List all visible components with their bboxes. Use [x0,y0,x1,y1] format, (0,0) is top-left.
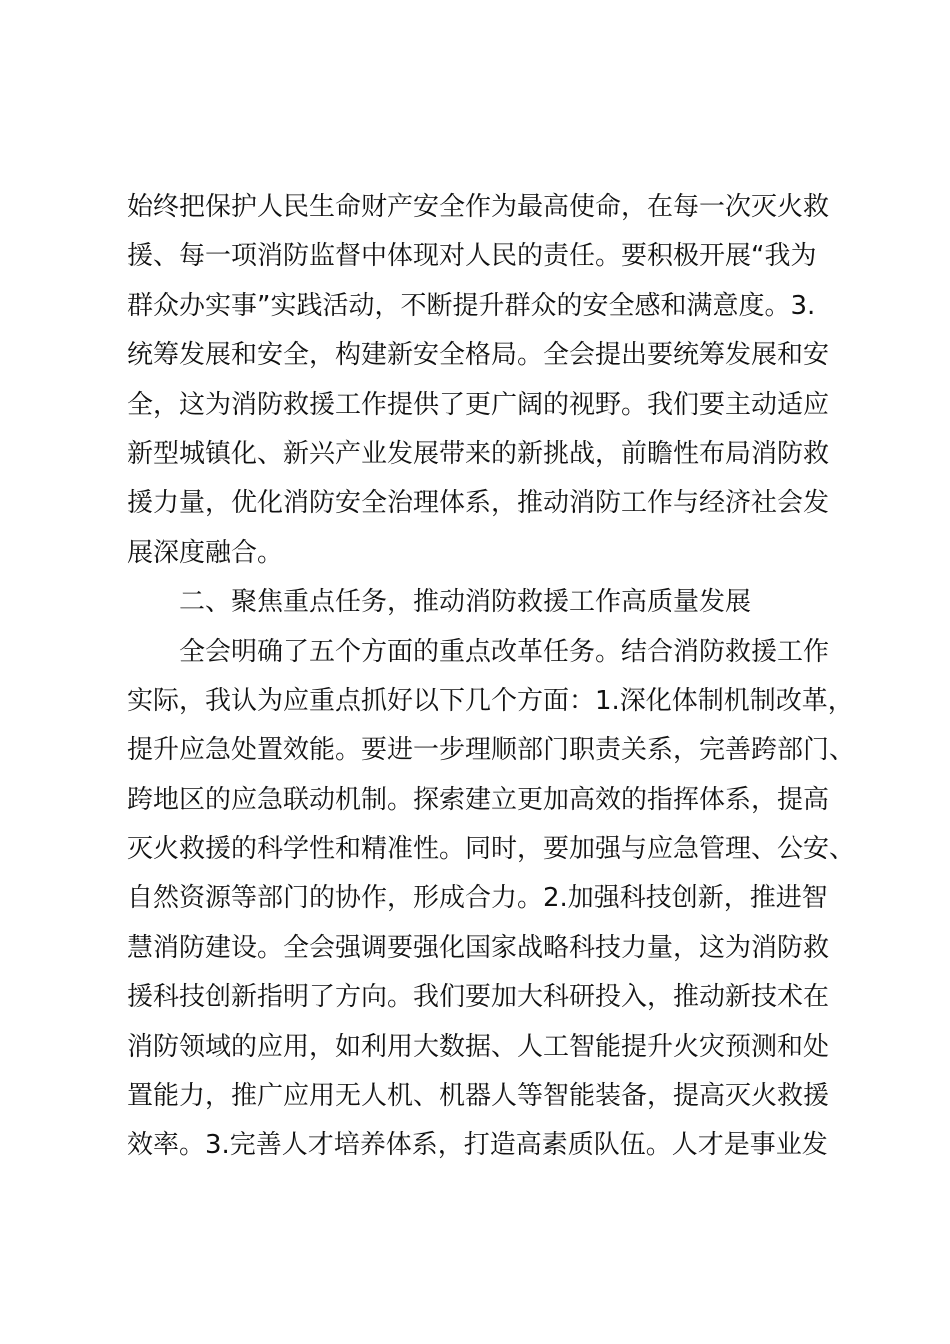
text-line: 慧消防建设。全会强调要强化国家战略科技力量，这为消防救 [127,932,830,963]
body-text [127,183,856,1171]
text-line: 展深度融合。 [127,537,284,568]
text-line: 援、每一项消防监督中体现对人民的责任。要积极开展“我为 [127,241,817,272]
text-line: 实际，我认为应重点抓好以下几个方面：1.深化体制机制改革， [127,685,854,716]
text-line: 全，这为消防救援工作提供了更广阔的视野。我们要主动适应 [127,389,830,420]
text-line: 新型城镇化、新兴产业发展带来的新挑战，前瞻性布局消防救 [127,438,830,469]
section-heading: 二、聚焦重点任务，推动消防救援工作高质量发展 [179,587,752,618]
text-line: 群众办实事”实践活动，不断提升群众的安全感和满意度。3. [127,290,816,321]
text-line: 援力量，优化消防安全治理体系，推动消防工作与经济社会发 [127,488,830,519]
text-line: 全会明确了五个方面的重点改革任务。结合消防救援工作 [179,636,830,667]
text-line: 效率。3.完善人才培养体系，打造高素质队伍。人才是事业发 [127,1130,828,1161]
text-line: 置能力，推广应用无人机、机器人等智能装备，提高灭火救援 [127,1081,830,1112]
text-line: 提升应急处置效能。要进一步理顺部门职责关系，完善跨部门、 [127,735,856,766]
text-line: 消防领域的应用，如利用大数据、人工智能提升火灾预测和处 [127,1031,830,1062]
text-line: 援科技创新指明了方向。我们要加大科研投入，推动新技术在 [127,982,830,1013]
text-line: 统筹发展和安全，构建新安全格局。全会提出要统筹发展和安 [127,340,830,371]
text-line: 灭火救援的科学性和精准性。同时，要加强与应急管理、公安、 [127,834,856,865]
text-line: 始终把保护人民生命财产安全作为最高使命，在每一次灭火救 [127,192,830,222]
text-line: 自然资源等部门的协作，形成合力。2.加强科技创新，推进智 [127,883,828,914]
text-line: 跨地区的应急联动机制。探索建立更加高效的指挥体系，提高 [127,784,830,815]
